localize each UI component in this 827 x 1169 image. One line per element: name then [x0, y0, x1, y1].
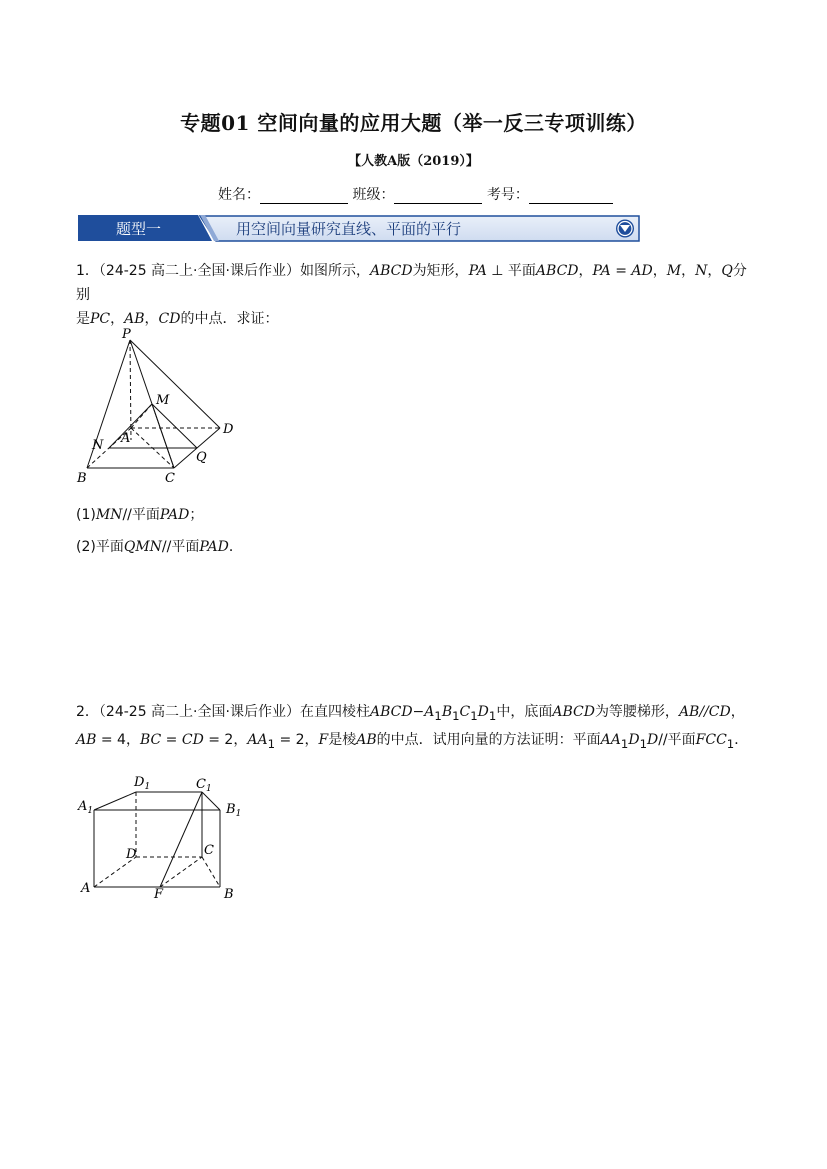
q1-text: ，: [144, 311, 159, 327]
figure-label-c: C: [165, 471, 175, 486]
figure-label-sub: 1: [144, 782, 151, 792]
student-info-row: [218, 184, 613, 204]
question-number: 2．: [76, 704, 99, 720]
math-var: M: [666, 263, 682, 279]
math-var: PC: [90, 311, 111, 327]
figure-label-m: M: [156, 393, 170, 408]
q2-text: ，: [730, 704, 745, 720]
q1-text: //平面: [161, 539, 200, 555]
math-var: AA: [247, 731, 268, 748]
section-banner: [78, 215, 640, 242]
math-var: D: [628, 731, 640, 748]
figure-label-sub: 1: [87, 806, 94, 816]
figure-label-sub: 1: [205, 784, 212, 794]
math-var: CD: [158, 311, 181, 327]
question-1: [76, 259, 756, 331]
q2-text: ．: [734, 731, 749, 748]
figure-label-b: B: [224, 887, 234, 902]
figure-label-q: Q: [196, 450, 207, 465]
figure-label-p: P: [122, 327, 131, 342]
q1-text: ．: [228, 539, 243, 555]
q1-text: //平面: [122, 507, 160, 523]
q1-text: ⊥ 平面: [486, 263, 536, 279]
q2-text: 在直四棱柱: [299, 704, 370, 720]
math-var: ABCD: [552, 704, 595, 720]
chevron-down-circle-icon[interactable]: [616, 220, 634, 238]
name-blank[interactable]: [260, 189, 348, 204]
q1-text: 分别: [76, 263, 747, 303]
q2-text: 为等腰梯形，: [594, 704, 679, 720]
exam-number-label: 考号：: [486, 187, 529, 203]
q1-text: 如图所示，: [299, 263, 370, 279]
figure-label-a: A: [121, 431, 131, 446]
figure-label-b1-letter: B: [226, 802, 236, 817]
question-source: （24-25 高二上·全国·课后作业）: [98, 704, 300, 720]
q2-text: = 4，: [96, 731, 140, 748]
math-var: F: [318, 731, 329, 748]
q2-text: //平面: [658, 731, 696, 748]
figure-label-d: D: [126, 847, 137, 862]
figure-label-a: A: [81, 881, 91, 896]
figure-label-f: F: [154, 887, 164, 902]
figure-label-a1: [77, 799, 93, 816]
q1-text: ；: [189, 507, 204, 523]
math-var: AB//CD: [678, 704, 731, 720]
math-var: AB: [124, 311, 145, 327]
math-var: AD: [631, 263, 653, 279]
q2-text: = 2，: [203, 731, 248, 748]
section-title: 用空间向量研究直线、平面的平行: [236, 220, 462, 238]
q2-text: = 2，: [275, 731, 319, 748]
math-var: D: [646, 731, 659, 748]
math-var: PAD: [159, 507, 190, 523]
figure-label-a1-letter: A: [78, 799, 88, 814]
exam-number-blank[interactable]: [529, 189, 613, 204]
page-title: 专题01 空间向量的应用大题（举一反三专项训练）: [180, 111, 647, 135]
part-number: (1): [76, 507, 96, 523]
q1-text: 的中点．求证：: [180, 311, 279, 327]
prism-figure: [74, 770, 254, 905]
math-var: PA: [592, 263, 611, 279]
math-var: B: [441, 704, 453, 720]
question-1-part-1: [76, 503, 203, 527]
edition-label: 【人教A版（2019）】: [348, 154, 479, 169]
question-2: [76, 700, 756, 756]
figure-label-c1-letter: C: [196, 777, 206, 792]
figure-label-c: C: [204, 843, 214, 858]
figure-label-sub: 1: [235, 809, 242, 819]
math-var: QMN: [123, 539, 162, 555]
figure-label-d: D: [223, 422, 234, 437]
part-number: (2): [76, 539, 96, 555]
subscript: 1: [620, 736, 629, 751]
q1-text: ，: [110, 311, 125, 327]
q1-text: 为矩形，: [412, 263, 469, 279]
math-var: Q: [721, 263, 733, 279]
math-var: ABCD: [535, 263, 579, 279]
question-number: 1．: [76, 263, 99, 279]
q2-text: 是棱: [328, 731, 357, 748]
math-var: PAD: [199, 539, 229, 555]
subscript: 1: [726, 736, 735, 751]
q2-text: 的中点．试用向量的方法证明：平面: [376, 731, 601, 748]
figure-label-b: B: [77, 471, 87, 486]
figure-label-n: N: [92, 438, 104, 453]
math-var: MN: [95, 507, 123, 523]
subscript: 1: [267, 736, 275, 751]
q1-text: =: [610, 263, 632, 279]
subscript: 1: [488, 708, 497, 723]
math-var: BC: [139, 731, 162, 748]
subscript: 1: [639, 736, 647, 751]
math-var: D: [477, 704, 489, 720]
figure-label-c1: [196, 777, 212, 794]
math-var: AB: [76, 731, 97, 748]
math-var: AA: [600, 731, 621, 748]
figure-label-d1-letter: D: [134, 775, 145, 790]
pyramid-figure: [70, 322, 250, 492]
math-var: N: [695, 263, 708, 279]
class-blank[interactable]: [394, 189, 482, 204]
figure-label-b1: [225, 802, 241, 819]
math-var: FCC: [695, 731, 727, 748]
math-var: ABCD: [369, 263, 413, 279]
q1-text: ，: [707, 263, 722, 279]
math-var: PA: [468, 263, 487, 279]
q1-text: 是: [76, 311, 90, 327]
class-label: 班级：: [352, 187, 395, 203]
section-tag: 题型一: [116, 220, 162, 238]
name-label: 姓名：: [218, 187, 260, 203]
q1-text: 平面: [95, 539, 124, 555]
q1-text: ，: [652, 263, 667, 279]
q2-text: 中，底面: [496, 704, 553, 720]
math-var: AB: [356, 731, 377, 748]
q1-text: ，: [681, 263, 696, 279]
q2-text: =: [161, 731, 182, 748]
math-var: ABCD−A: [369, 704, 435, 720]
math-var: CD: [181, 731, 204, 748]
question-source: （24-25 高二上·全国·课后作业）: [98, 263, 300, 279]
subscript: 1: [452, 708, 460, 723]
math-var: C: [459, 704, 471, 720]
figure-label-d1: [133, 775, 150, 792]
question-1-part-2: [76, 535, 243, 559]
subscript: 1: [434, 708, 442, 723]
q1-text: ，: [578, 263, 593, 279]
subscript: 1: [470, 708, 478, 723]
